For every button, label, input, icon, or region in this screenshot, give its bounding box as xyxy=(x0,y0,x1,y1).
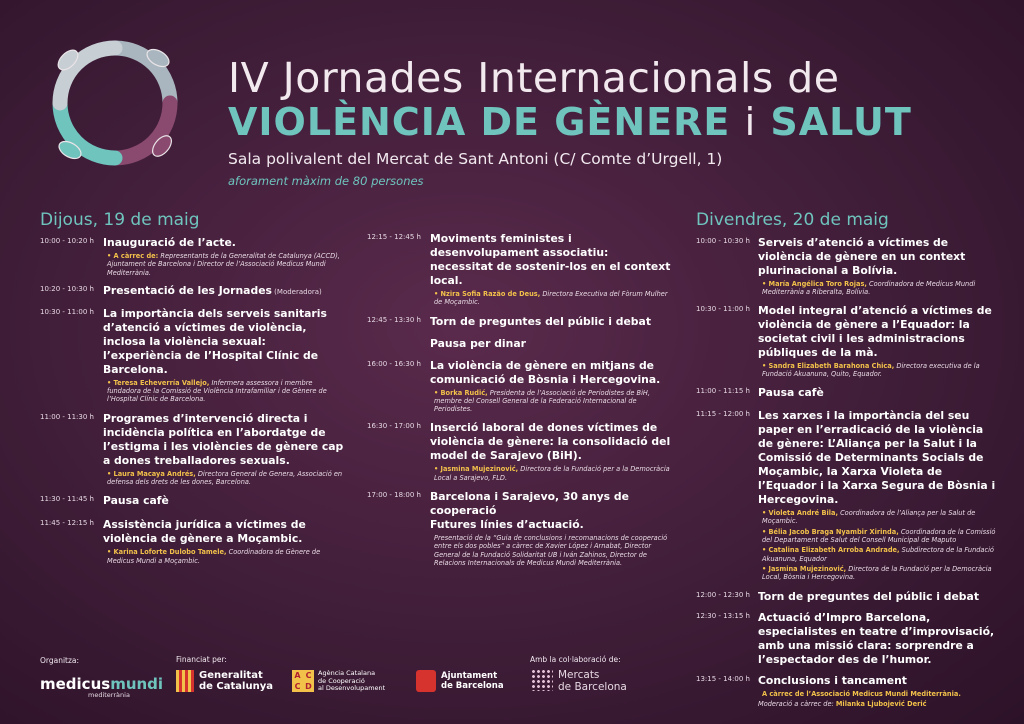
schedule-item xyxy=(40,307,345,404)
schedule-item xyxy=(696,409,996,581)
item-time: 11:30 - 11:45 h xyxy=(40,495,94,504)
speaker-name: • Nzira Sofia Razão de Deus, xyxy=(434,290,541,298)
medicus-mundi-logo: medicusmundi mediterrània xyxy=(40,675,164,699)
speaker-name: • Teresa Echeverría Vallejo, xyxy=(107,378,210,387)
speaker-name: A càrrec de l’Associació Medicus Mundi Mediterrània. xyxy=(762,689,961,698)
day1-afternoon-column xyxy=(367,232,672,573)
item-time: 12:00 - 12:30 h xyxy=(696,590,750,599)
schedule-item xyxy=(40,412,345,487)
generalitat-flag-icon xyxy=(176,670,194,692)
speaker-name: • Bélia Jacob Braga Nyambir Xirinda, xyxy=(762,527,899,536)
item-speaker: • Nzira Sofia Razão de Deus, Directora Executiva del Fòrum Mulher de Moçambic. xyxy=(434,290,668,307)
speaker-name: • Sandra Elizabeth Barahona Chica, xyxy=(762,361,895,370)
schedule-item xyxy=(696,674,996,709)
speaker-name: • Jasmina Mujezinović, xyxy=(762,564,847,573)
item-time: 10:00 - 10:30 h xyxy=(696,237,750,245)
item-title: Barcelona i Sarajevo, 30 anys de cooperació Futures línies d’actuació. xyxy=(430,490,629,532)
schedule-item xyxy=(696,611,996,667)
item-title: Assistència jurídica a víctimes de violència de gènere a Moçambic. xyxy=(103,518,306,546)
item-time: 10:20 - 10:30 h xyxy=(40,284,94,293)
speaker-name: • A càrrec de: xyxy=(107,252,159,260)
item-title: Presentació de les Jornades (Moderadora) xyxy=(103,283,322,297)
item-title: Inserció laboral de dones víctimes de violència de gènere: la consolidació del model de Sarajevo (BiH). xyxy=(430,421,671,463)
speaker-name: • María Angélica Toro Rojas, xyxy=(762,280,867,288)
item-speaker: • Teresa Echeverría Vallejo, Infermera assessora i membre fundadora de la Comissió de Violència Intrafamiliar i de Gènere de l’Hospital Clínic de Barcelona. xyxy=(107,378,327,404)
item-title: Torn de preguntes del públic i debat xyxy=(430,314,651,328)
schedule-item xyxy=(696,304,996,379)
item-speaker: • Bélia Jacob Braga Nyambir Xirinda, Coordinadora de la Comissió del Departament de Salut del Consell Municipal de Maputo xyxy=(762,527,996,545)
ajuntament-logo-text: Ajuntament de Barcelona xyxy=(441,671,504,691)
page-title-line2 xyxy=(228,100,912,144)
title-salut: SALUT xyxy=(770,100,912,144)
item-title: Moviments feministes i desenvolupament associatiu: necessitat de sostenir-los en el context local. xyxy=(430,232,671,287)
speaker-name: • Borka Rudić, xyxy=(434,388,488,397)
schedule-item xyxy=(696,386,996,400)
item-title: Pausa per dinar xyxy=(430,336,526,350)
speaker-name: • Laura Macaya Andrés, xyxy=(107,469,196,478)
schedule-item xyxy=(40,494,345,508)
item-speaker: • María Angélica Toro Rojas, Coordinadora de Medicus Mundi Mediterrània a Riberalta, Bolívia. xyxy=(762,280,976,297)
item-time: 10:30 - 11:00 h xyxy=(40,307,94,316)
hands-ring-logo xyxy=(40,28,190,178)
mercats-logo-text: Mercats de Barcelona xyxy=(558,669,627,693)
item-speaker: • Sandra Elizabeth Barahona Chica, Directora executiva de la Fundació Akuanuna, Quito, Equador. xyxy=(762,361,980,378)
schedule-item xyxy=(367,315,672,329)
schedule-item xyxy=(40,518,345,565)
item-title: La importància dels serveis sanitaris d’atenció a víctimes de violència, inclosa la violència sexual: l’experiència de l’Hospital Clínic de Barcelona. xyxy=(103,306,327,376)
item-speaker: • Laura Macaya Andrés, Directora General de Genera, Associació en defensa dels drets de les dones, Barcelona. xyxy=(107,469,343,487)
item-title: Torn de preguntes del públic i debat xyxy=(758,589,979,603)
item-title: Model integral d’atenció a víctimes de violència de gènere a l’Equador: la societat civil i les administracions públiques de la mà. xyxy=(758,303,992,359)
day2-heading: Divendres, 20 de maig xyxy=(696,210,889,230)
item-time: 12:30 - 13:15 h xyxy=(696,611,750,620)
item-speaker: • Jasmina Mujezinović, Directora de la Fundació per la Democràcia Local, Bòsnia i Hercegovina. xyxy=(762,564,992,582)
item-title: La violència de gènere en mitjans de comunicació de Bòsnia i Hercegovina. xyxy=(430,358,661,386)
item-speaker: Presentació de la “Guia de conclusions i recomanacions de cooperació entre els dos pobles” a càrrec de Xavier López i Arnabat, Director General de la Fundació Solidaritat UB i Iván Zahinos, Director de Relacions Internacionals de Medicus Mundi Mediterrània. xyxy=(434,534,668,567)
ajuntament-shield-icon xyxy=(416,670,436,692)
schedule-item xyxy=(367,490,672,567)
speaker-name: • Jasmina Mujezinović, xyxy=(434,465,519,474)
speaker-name: • Karina Loforte Dulobo Tamele, xyxy=(107,548,227,557)
schedule-item xyxy=(367,337,672,351)
item-title: Programes d’intervenció directa i incidència política en l’abordatge de l’estigma i les violències de gènere cap a dones treballadores sexuals. xyxy=(103,411,344,467)
item-time: 16:30 - 17:00 h xyxy=(367,422,421,431)
schedule-item xyxy=(696,236,996,297)
item-speaker: • Borka Rudić, Presidenta de l’Associació de Periodistes de BiH, membre del Consell General de la Federació Internacional de Periodistes. xyxy=(434,388,650,414)
item-speaker: • Catalina Elizabeth Arroba Andrade, Subdirectora de la Fundació Akuanuna, Equador xyxy=(762,546,994,563)
item-time: 11:00 - 11:30 h xyxy=(40,412,94,421)
item-speaker: • Karina Loforte Dulobo Tamele, Coordinadora de Gènere de Medicus Mundi a Moçambic. xyxy=(107,548,321,565)
day1-schedule-column xyxy=(40,236,345,571)
title-violencia: VIOLÈNCIA DE GÈNERE xyxy=(228,100,731,144)
item-title: Serveis d’atenció a víctimes de violència de gènere en un context plurinacional a Bolívia. xyxy=(758,236,966,277)
item-speaker: • Violeta André Bila, Coordinadora de l’Aliança per la Salut de Moçambic. xyxy=(762,509,976,526)
moderator-note: (Moderadora) xyxy=(271,287,322,296)
day2-schedule-column xyxy=(696,236,996,714)
schedule-item xyxy=(40,284,345,299)
moderator-name: Milanka Ljubojević Derić xyxy=(835,699,927,708)
schedule-item xyxy=(696,590,996,604)
capacity-text: aforament màxim de 80 persones xyxy=(228,174,424,188)
speaker-name: • Violeta André Bila, xyxy=(762,509,838,518)
speaker-name: • Catalina Elizabeth Arroba Andrade, xyxy=(762,546,900,555)
page-title-line1: IV Jornades Internacionals de xyxy=(228,54,840,102)
item-time: 12:15 - 12:45 h xyxy=(367,233,421,241)
title-conjunction: i xyxy=(744,100,757,144)
item-title: Pausa cafè xyxy=(103,494,169,508)
venue-text: Sala polivalent del Mercat de Sant Antoni (C/ Comte d’Urgell, 1) xyxy=(228,150,723,168)
item-time: 10:00 - 10:20 h xyxy=(40,237,94,245)
item-time: 10:30 - 11:00 h xyxy=(696,304,750,313)
item-time: 17:00 - 18:00 h xyxy=(367,491,421,500)
schedule-item xyxy=(367,359,672,414)
generalitat-logo-text: Generalitat de Catalunya xyxy=(199,670,273,692)
item-time: 11:45 - 12:15 h xyxy=(40,519,94,528)
item-title: Inauguració de l’acte. xyxy=(103,236,236,249)
schedule-item xyxy=(40,236,345,277)
moderation-line: Moderació a càrrec de: Milanka Ljubojević Derić xyxy=(758,699,927,708)
day1-heading: Dijous, 19 de maig xyxy=(40,210,200,230)
item-speaker xyxy=(758,690,996,698)
item-speaker: • A càrrec de: Representants de la Generalitat de Catalunya (ACCD), Ajuntament de Barcelona i Director de l’Associació Medicus Mundi Mediterrània. xyxy=(107,252,340,277)
item-time: 12:45 - 13:30 h xyxy=(367,315,421,324)
item-time: 11:15 - 12:00 h xyxy=(696,410,750,419)
schedule-item xyxy=(367,421,672,482)
item-speaker: • Jasmina Mujezinović, Directora de la Fundació per a la Democràcia Local a Sarajevo, FLD. xyxy=(434,465,670,482)
item-time: 13:15 - 14:00 h xyxy=(696,674,750,683)
mercats-dots-icon xyxy=(531,669,553,691)
item-title: Conclusions i tancament xyxy=(758,673,907,687)
item-title: Pausa cafè xyxy=(758,386,824,400)
accd-logo-icon: A C C D xyxy=(292,670,314,692)
accd-logo-text: Agència Catalana de Cooperació al Desenvolupament xyxy=(318,669,386,692)
collab-label: Amb la col·laboració de: xyxy=(530,655,621,664)
item-title: Actuació d’Impro Barcelona, especialistes en teatre d’improvisació, amb una missió clara: sorprendre a l’espectador des de l’humor. xyxy=(758,610,995,666)
schedule-item xyxy=(367,232,672,307)
item-time: 16:00 - 16:30 h xyxy=(367,359,421,368)
item-time: 11:00 - 11:15 h xyxy=(696,387,750,396)
organitza-label: Organitza: xyxy=(40,656,80,665)
financiat-label: Financiat per: xyxy=(176,655,227,664)
item-title: Les xarxes i la importància del seu paper en l’erradicació de la violència de gènere: L’Aliança per la Salut i la Comissió de Determinants Socials de Moçambic, la Xarxa Violeta de l’Equador i la Xarxa Segura de Bòsnia i Hercegovina. xyxy=(758,409,996,507)
